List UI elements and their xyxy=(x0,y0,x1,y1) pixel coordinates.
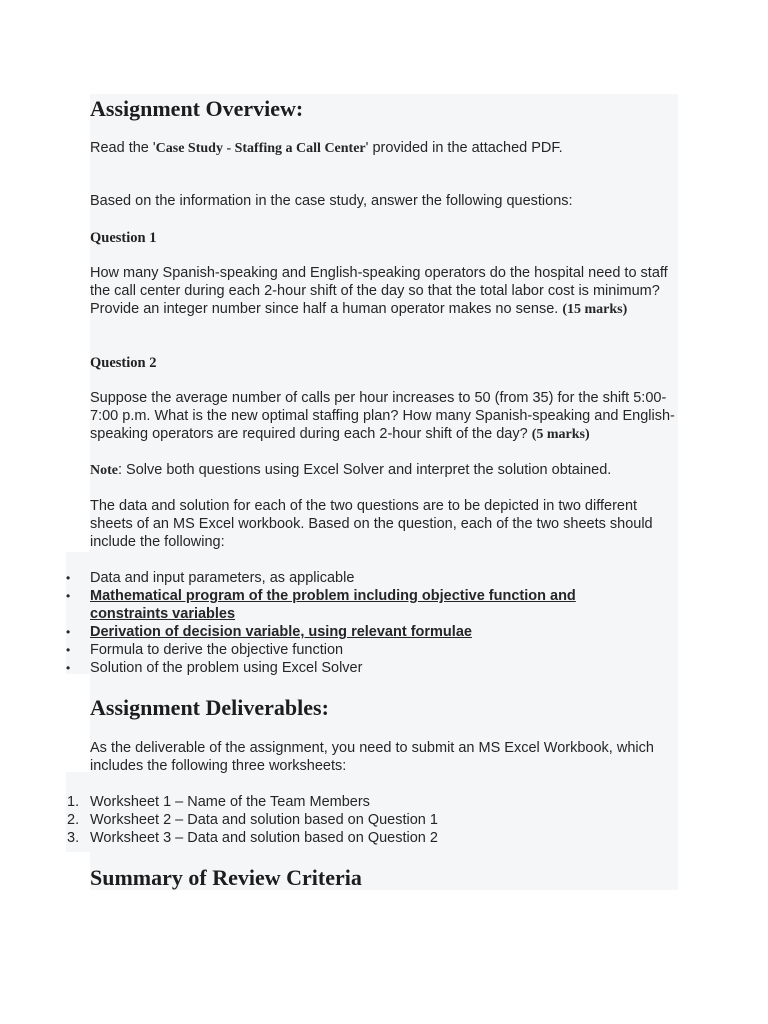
list-item xyxy=(0,811,600,829)
question2-text xyxy=(90,389,680,444)
note-line xyxy=(90,461,680,480)
based-on-line: Based on the information in the case study, answer the following questions: xyxy=(90,193,573,209)
deliverables-heading: Assignment Deliverables: xyxy=(90,695,329,720)
list-item-text: Data and input parameters, as applicable xyxy=(90,570,355,586)
list-item xyxy=(0,623,600,641)
case-study-title: Case Study - Staffing a Call Center xyxy=(155,141,366,156)
list-item-text: Derivation of decision variable, using relevant formulae xyxy=(90,624,472,640)
list-number: 2. xyxy=(67,812,80,828)
question1-body: How many Spanish-speaking and English-speaking operators do the hospital need to staff the call center during each 2-hour shift of the day so that the total labor cost is minimum? Provide an integer number since half a human operator makes no sense. xyxy=(90,265,668,317)
list-item-text: Formula to derive the objective function xyxy=(90,642,344,658)
list-item xyxy=(0,829,600,847)
list-item xyxy=(0,659,600,677)
bullet-icon: • xyxy=(66,661,71,675)
question1-text xyxy=(90,264,680,319)
list-item-text: Worksheet 1 – Name of the Team Members xyxy=(90,794,370,810)
list-item-text: Mathematical program of the problem including objective function and constraints variables xyxy=(90,588,576,622)
bullet-icon: • xyxy=(66,643,71,657)
bullet-icon: • xyxy=(66,625,71,639)
data-solution-paragraph: The data and solution for each of the two questions are to be depicted in two different sheets of an MS Excel workbook. Based on the question, each of the two sheets should include the following: xyxy=(90,498,653,550)
list-number: 1. xyxy=(67,794,80,810)
question2-body: Suppose the average number of calls per hour increases to 50 (from 35) for the shift 5:00-7:00 p.m. What is the new optimal staffing plan? How many Spanish-speaking and English-speaking operators are required during each 2-hour shift of the day? xyxy=(90,390,675,442)
question1-marks: (15 marks) xyxy=(562,302,628,317)
read-prefix: Read the ' xyxy=(90,140,156,156)
note-label: Note xyxy=(90,463,118,478)
question2-label: Question 2 xyxy=(90,355,157,371)
deliverables-text: As the deliverable of the assignment, you need to submit an MS Excel Workbook, which includes the following three worksheets: xyxy=(90,740,654,774)
bullet-icon: • xyxy=(66,571,71,585)
note-text: : Solve both questions using Excel Solver and interpret the solution obtained. xyxy=(118,462,612,478)
list-item xyxy=(0,641,600,659)
list-item xyxy=(0,793,600,811)
read-suffix: ' provided in the attached PDF. xyxy=(365,140,563,156)
review-heading: Summary of Review Criteria xyxy=(90,865,362,890)
question1-label: Question 1 xyxy=(90,230,157,246)
list-item-text: Solution of the problem using Excel Solver xyxy=(90,660,363,676)
list-item xyxy=(0,587,600,623)
bullet-icon: • xyxy=(66,589,71,603)
list-item xyxy=(0,569,600,587)
overview-heading: Assignment Overview: xyxy=(90,96,304,121)
list-item-text: Worksheet 2 – Data and solution based on Question 1 xyxy=(90,812,438,828)
list-item-text: Worksheet 3 – Data and solution based on Question 2 xyxy=(90,830,438,846)
worksheets-list xyxy=(0,793,600,847)
shaded-region-main xyxy=(90,94,678,554)
requirements-list xyxy=(0,569,600,677)
list-number: 3. xyxy=(67,830,80,846)
question2-marks: (5 marks) xyxy=(531,427,590,442)
read-case-study-line xyxy=(90,139,680,158)
